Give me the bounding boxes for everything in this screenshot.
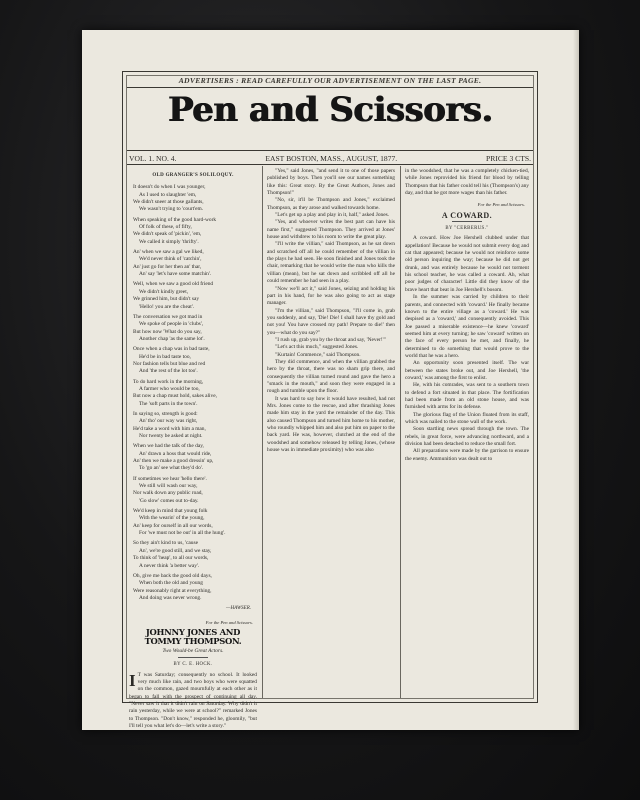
poem-stanza bbox=[133, 184, 257, 213]
poem-line: So they ain't kind to us, 'cause bbox=[133, 540, 198, 547]
poem-stanza bbox=[133, 217, 257, 246]
paragraph: "Now we'll act it," said Jones, seizing and holding his part in his hand, for he was also going to act as stage manager. bbox=[267, 285, 395, 307]
price: PRICE 3 CTS. bbox=[486, 154, 531, 163]
poem-signature: —HAWSER. bbox=[226, 606, 251, 612]
poem-line: We grinned him, but didn't say bbox=[133, 296, 200, 303]
poem-stanza bbox=[133, 540, 257, 569]
poem-stanza bbox=[133, 379, 257, 408]
poem-line: With the wearin' of the young, bbox=[139, 515, 205, 522]
column-2 bbox=[267, 168, 395, 698]
coward-byline: BY "CERBERUS." bbox=[445, 226, 489, 232]
poem-line: Nor twenty be asked at night. bbox=[139, 433, 203, 439]
poem-line: We didn't speak of 'pickin', 'em, bbox=[133, 231, 202, 238]
poem-line: To do hard work in the morning, bbox=[133, 378, 204, 385]
poem-line: 'Hello! you are the cheat'. bbox=[139, 303, 195, 310]
poem-line: And 'the rest of the lot too'. bbox=[139, 368, 198, 375]
poem-line: In saying so, strength is good: bbox=[133, 410, 198, 417]
poem-line: He'd take a word with him a man, bbox=[133, 425, 206, 432]
poem-line: An', we're good still, and we stay, bbox=[139, 547, 212, 554]
paragraph: He, with his comrades, was sent to a southern town to defend a fort situated in that place. The fortification had been made from an old stone house, and was furnished with arms for its defense. bbox=[405, 382, 529, 411]
poem-line: An' keep for ourself in all our words, bbox=[133, 522, 213, 529]
poem-line: Once when a chap was in bad taste, bbox=[133, 346, 210, 353]
coward-paragraphs bbox=[405, 235, 529, 463]
poem-line: The 'soft parts in the town'. bbox=[139, 400, 198, 407]
short-rule bbox=[178, 657, 208, 658]
poem-title: OLD GRANGER'S SOLILOQUY. bbox=[152, 173, 234, 178]
poem-line: We wasn't trying to 'court'em. bbox=[139, 206, 204, 213]
paragraph: "Kurtain! Commence," said Thompson. bbox=[275, 351, 361, 358]
paragraph: "Yes," said Jones, "and send it to one of those papers published by boys. Then you'll see our names something like this: Great story. By the Great Authors, Jones and Thompson!" bbox=[267, 168, 395, 197]
poem-line: An' say 'let's have some matchin'. bbox=[139, 271, 212, 278]
paragraph: The glorious flag of the Union floated from its staff, which was nailed to the stone wall of the work. bbox=[405, 411, 529, 425]
paragraph: They did commence, and when the villian grabbed the hero by the throat, there was no sham grip there, and consequently the villian turned round and gave the hero a "smack in the mouth," and soon they were engaged in a rough and tumble upon the floor. bbox=[267, 358, 395, 395]
poem-line: If sometimes we hear 'hello there'. bbox=[133, 475, 207, 482]
poem-body bbox=[129, 184, 257, 602]
poem-stanza bbox=[133, 411, 257, 440]
column-3-intro: in the woodshed, that he was a completely chicken-tied, while Jones reprovided his friend for blood by telling Thompson that his father could tell his (Thompson's) any day, and that he got more wages than his father. bbox=[405, 168, 529, 197]
poem-line: When speaking of the good hard-work bbox=[133, 216, 217, 223]
top-rule bbox=[127, 87, 533, 88]
story-byline: BY C. E. HOCK. bbox=[173, 662, 213, 668]
paragraph: Soon startling news spread through the town. The rebels, in great force, were advancing northward, and a division had been detached to reduce the small fort. bbox=[405, 426, 529, 448]
newspaper-page bbox=[82, 30, 579, 730]
poem-line: To think of 'heap', to all our words, bbox=[133, 555, 209, 562]
poem-line: The conversation we got mad in bbox=[133, 313, 203, 320]
poem-line: When both the old and young bbox=[139, 580, 203, 587]
poem-line: Of folk of these, of fifty, bbox=[139, 224, 192, 231]
poem-stanza bbox=[133, 314, 257, 343]
poem-line: 'Go slow' comes out to-day. bbox=[139, 497, 199, 504]
poem-stanza bbox=[133, 346, 257, 375]
paragraph: A coward. How Joe Hershell clubbed under that appellation! Because he would not submit every dog and cat that appeared; because he would not reinforce some old person inquiring the way; because he did not get drunk, and was entirely because he would not torment his school teacher, he was called a coward. Ah, what poor judges of character! Little did they know of the brave heart that beat in Joe Hershell's bosom. bbox=[405, 235, 529, 293]
poem-line: Oh, give me back the good old days, bbox=[133, 572, 212, 579]
paragraph: All preparations were made by the garrison to ensure the enemy. Ammunition was dealt out to bbox=[405, 448, 529, 462]
dateline bbox=[129, 154, 531, 163]
poem-line: We'd never think of 'catchin', bbox=[139, 256, 202, 263]
poem-line: It doesn't do when I was younger, bbox=[133, 184, 206, 191]
masthead-title: Pen and Scissors. bbox=[167, 90, 493, 130]
poem-line: Another chap 'as the same lot'. bbox=[139, 335, 205, 342]
paragraph: "Let's act this much," suggested Jones. bbox=[275, 344, 359, 351]
poem-stanza bbox=[133, 573, 257, 602]
story-opening-paragraph bbox=[129, 672, 257, 731]
paragraph: "I'll write the villian," said Thompson, as he sat down and scratched off all he could remember of the villian in the plays he had seen. He soon finished and Jones took the chair, remarking that he would write the man who kills the villian (mean), but he sat down and scribbled off all he could remember he had seen in a play. bbox=[267, 241, 395, 285]
poem-line: We'd keep in mind that young folk bbox=[133, 508, 208, 515]
drop-cap: I bbox=[129, 670, 136, 690]
column-1 bbox=[129, 168, 257, 729]
poem-line: A never think 'a better way'. bbox=[139, 562, 200, 569]
place-date: EAST BOSTON, MASS., AUGUST, 1877. bbox=[265, 154, 398, 163]
story-credit: For the Pen and Scissors. bbox=[205, 619, 253, 625]
poem-line: We still will wash our way, bbox=[139, 483, 198, 490]
poem-line: An' just go for her then an' thar, bbox=[133, 263, 202, 270]
poem-line: And doing was never wrong. bbox=[139, 594, 202, 601]
poem-stanza bbox=[133, 281, 257, 310]
poem-line: When we had the talk of the day, bbox=[133, 443, 204, 450]
coward-title: A COWARD. bbox=[441, 210, 493, 220]
dateline-top-rule bbox=[127, 150, 533, 151]
poem-line: An' when we saw a gal we liked, bbox=[133, 249, 204, 256]
story-title: JOHNNY JONES AND TOMMY THOMPSON. bbox=[144, 626, 242, 646]
poem-line: But how now 'What do you say, bbox=[133, 328, 202, 335]
poem-line: We didn't kindly greet, bbox=[139, 288, 189, 295]
story-subtitle: Two Would-be Great Actors. bbox=[162, 647, 224, 654]
poem-line: An' drawn a hoss that would ride, bbox=[139, 450, 212, 457]
short-rule bbox=[452, 221, 482, 222]
poem-line: Nor walk down any public road, bbox=[133, 490, 203, 497]
advertisers-note: ADVERTISERS : READ CAREFULLY OUR ADVERTISEMENT ON THE LAST PAGE. bbox=[178, 76, 482, 85]
poem-line: To 'go an' see what they'd do'. bbox=[139, 465, 204, 472]
dateline-bottom-rule bbox=[127, 164, 533, 165]
paragraph: "No, sir, it'll be Thompson and Jones," exclaimed Thompson, as they arose and walked towards home. bbox=[267, 197, 395, 211]
paragraph: In the summer was carried by children to their parents, and connected with 'coward.' He finally became known to the entire village as a 'coward.' He was despised as a 'coward,' and consequently avoided. This Joe passed a miserable existence—he knew 'coward' seemed him at every turning; he saw 'coward' written on the face of every person he met, and finally, he determined to do something that would prove to the world that he was a hero. bbox=[405, 294, 529, 359]
poem-stanza bbox=[133, 476, 257, 505]
paragraph: "I'm the villian," said Thompson, "I'll come in, grab you suddenly, and say, 'Die! Die! I shall have thy gold and not you! You have crossed my path! Prepare to die!' then you—what do you say?" bbox=[267, 307, 395, 336]
poem-line: Were reasonably right at everything, bbox=[133, 587, 212, 594]
column-3 bbox=[405, 168, 529, 698]
poem-line: We called it simply 'thrifty'. bbox=[139, 238, 199, 245]
paragraph: An opportunity soon presented itself. The war between the states broke out, and Joe Hershell, 'the coward,' was among the first to enlist. bbox=[405, 360, 529, 381]
poem-line: For 'we must not be out' in all the hung'. bbox=[139, 530, 226, 537]
paragraph: "I rush up, grab you by the throat and say, 'Never!'" bbox=[275, 336, 386, 343]
column-2-paragraphs bbox=[267, 168, 395, 454]
volume-number: VOL. 1. NO. 4. bbox=[129, 154, 177, 163]
poem-line: Well, when we saw a good old friend bbox=[133, 281, 214, 288]
page-border bbox=[122, 71, 538, 729]
paragraph: "Let's get up a play and play in it, half," asked Jones. bbox=[275, 212, 390, 219]
poem-line: We spoke of people in 'clubs', bbox=[139, 321, 204, 328]
poem-line: Nor fashion tells but blue and red bbox=[133, 360, 206, 367]
poem-line: But now a chap must hold, sakes alive, bbox=[133, 393, 217, 400]
poem-stanza bbox=[133, 443, 257, 472]
story-opening-text: T was Saturday; consequently no school. It looked very much like rain, and two boys who were squatted on the common, gazed mournfully at each other as it began to fall with the prospect of continuing all day. "Never saw it that it didn't rain on Saturday. Why didn't it rain yesterday, while we were at school?" remarked Jones to Thompson. "Don't know," responded he, gloomily, "but I'll tell you what let's do—let's write a story." bbox=[129, 671, 257, 729]
column-divider-2 bbox=[400, 166, 401, 698]
paragraph: "Yes, and whoever writes the best part can have his name first," suggested Thompson. They arrived at Jones' house and withdrew to his room to write the great play. bbox=[267, 219, 395, 241]
poem-stanza bbox=[133, 508, 257, 537]
coward-credit: For the Pen and Scissors. bbox=[477, 202, 525, 208]
poem-stanza bbox=[133, 249, 257, 278]
poem-line: An' then we make a good dressin' up, bbox=[133, 458, 214, 465]
paragraph: It was hard to say how it would have resulted, had not Mrs. Jones come to the rescue, and after thrashing Jones made him stay in the yard the remainder of the day. This also caused Thompson and turned him home to his mother, who roundly whipped him and also put him on paper to the back yard. He was, however, clutched at the end of the woodshed and somehow released by telling Jones, (whose house was in immediate proximity) who was also bbox=[267, 395, 395, 454]
poem-line: He'd be in bad taste too, bbox=[139, 353, 191, 360]
poem-line: An' tho' our way was right, bbox=[139, 418, 198, 425]
poem-line: As I used to slaughter 'em, bbox=[139, 191, 197, 198]
poem-line: We didn't sneer at those gallants, bbox=[133, 199, 204, 206]
poem-line: A farmer who would be too, bbox=[139, 385, 200, 392]
column-divider-1 bbox=[262, 166, 263, 698]
